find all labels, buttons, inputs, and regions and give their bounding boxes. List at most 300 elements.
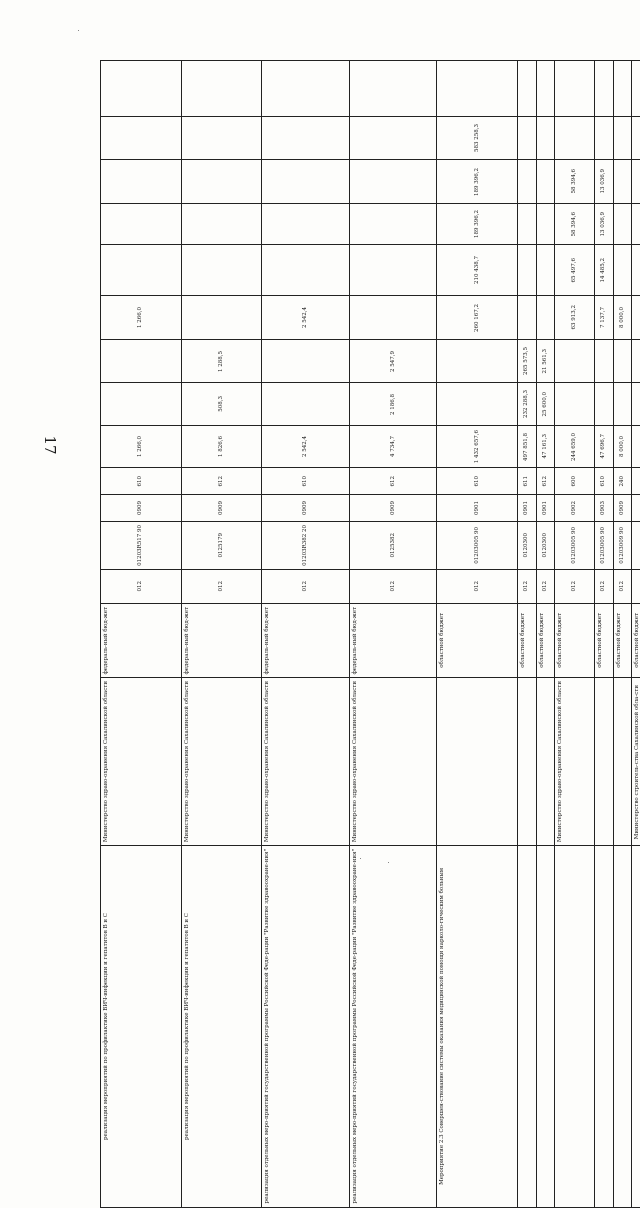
cell-text — [475, 358, 479, 364]
table-cell — [101, 522, 182, 570]
cell-text — [555, 1024, 559, 1030]
table-cell — [536, 678, 555, 846]
cell-text — [219, 221, 223, 227]
cell-text: областной бюджет — [614, 610, 625, 671]
table-column-y5 — [101, 204, 640, 245]
table-cell — [101, 468, 182, 495]
cell-text: 610 — [135, 473, 146, 490]
cell-text: Министерство здраво-охранения Сахалинской области — [101, 678, 112, 845]
table-column-measure — [101, 846, 640, 1207]
cell-text: 0909 — [300, 498, 311, 518]
cell-text: 2 186,8 — [388, 391, 399, 418]
cell-text: 8 000,0 — [617, 433, 628, 460]
cell-text: 610 — [472, 473, 483, 490]
table-cell — [555, 296, 594, 340]
table-cell — [517, 569, 536, 603]
cell-text: областной бюджет — [518, 610, 529, 671]
table-column-csr — [101, 522, 640, 570]
cell-text — [614, 759, 618, 765]
cell-text — [525, 267, 529, 273]
cell-text: 0903 — [598, 498, 609, 518]
cell-text — [391, 135, 395, 141]
table-cell — [181, 678, 262, 846]
cell-text: 610 — [598, 473, 609, 490]
cell-text: Министерство здраво-охранения Сахалинской области — [182, 678, 193, 845]
table-cell — [101, 603, 182, 678]
cell-text: Министерство здраво-охранения Сахалинской области — [350, 678, 361, 845]
table-cell — [349, 846, 437, 1207]
cell-text: областной бюджет — [437, 610, 448, 671]
table-cell — [613, 245, 632, 296]
cell-text: 0902 — [569, 498, 580, 518]
table-cell — [613, 522, 632, 570]
table-cell — [517, 495, 536, 522]
cell-text: реализация мероприятий по профилактике ВИЧ-инфекции и гепатитов В и С — [101, 910, 112, 1143]
table-cell — [613, 383, 632, 426]
table-cell — [632, 426, 640, 468]
table-cell — [594, 846, 613, 1207]
cell-text: 0901 — [540, 498, 551, 518]
cell-text: 14 485,2 — [598, 255, 609, 286]
cell-text: 012 — [569, 578, 580, 595]
scan-speck — [388, 862, 389, 863]
table-cell — [437, 846, 518, 1207]
table-cell — [613, 846, 632, 1207]
table-cell — [536, 296, 555, 340]
cell-text: 012 — [521, 578, 532, 595]
cell-text — [304, 267, 308, 273]
table-cell — [555, 160, 594, 204]
table-cell — [437, 61, 518, 117]
cell-text — [304, 135, 308, 141]
table-cell — [181, 245, 262, 296]
cell-text: 01203005 90 — [569, 524, 580, 567]
cell-text: 612 — [540, 473, 551, 490]
cell-text — [391, 179, 395, 185]
cell-text: областной бюджет — [537, 610, 548, 671]
table-cell — [613, 468, 632, 495]
table-cell — [594, 495, 613, 522]
table-cell — [349, 678, 437, 846]
cell-text: 012 — [540, 578, 551, 595]
cell-text — [537, 1024, 541, 1030]
table-cell — [437, 296, 518, 340]
table-cell — [555, 426, 594, 468]
table-cell — [632, 846, 640, 1207]
cell-text: 189 396,2 — [472, 165, 483, 199]
table-cell — [555, 678, 594, 846]
cell-text: 012 — [472, 578, 483, 595]
cell-text: федераль-ный бюд-жет — [182, 604, 193, 678]
cell-text: 1 266,0 — [135, 433, 146, 460]
table-cell — [101, 678, 182, 846]
table-cell — [555, 468, 594, 495]
cell-text — [139, 135, 143, 141]
table-cell — [555, 340, 594, 383]
table-cell — [555, 603, 594, 678]
table-cell — [517, 468, 536, 495]
table-cell — [262, 117, 350, 160]
table-cell — [632, 160, 640, 204]
table-cell — [101, 160, 182, 204]
cell-text — [620, 358, 624, 364]
table-cell — [594, 245, 613, 296]
table-cell — [181, 296, 262, 340]
table-column-executor — [101, 678, 640, 846]
table-cell — [181, 383, 262, 426]
cell-text: 8 000,0 — [617, 304, 628, 331]
cell-text — [620, 179, 624, 185]
cell-text — [525, 86, 529, 92]
table-cell — [262, 204, 350, 245]
table-cell — [349, 160, 437, 204]
table-cell — [262, 296, 350, 340]
table-cell — [594, 340, 613, 383]
cell-text: 0120300 — [540, 530, 551, 561]
cell-text: федераль-ный бюд-жет — [350, 604, 361, 678]
cell-text — [602, 358, 606, 364]
table-cell — [262, 569, 350, 603]
cell-text: 01203005 90 — [472, 524, 483, 567]
scan-speck — [78, 30, 79, 31]
table-cell — [349, 383, 437, 426]
cell-text — [139, 358, 143, 364]
cell-text — [544, 221, 548, 227]
cell-text: 7 137,7 — [598, 304, 609, 331]
table-cell — [349, 603, 437, 678]
cell-text — [391, 267, 395, 273]
cell-text: 232 288,3 — [521, 387, 532, 421]
cell-text: 265 573,5 — [521, 344, 532, 378]
table-cell — [594, 522, 613, 570]
table-cell — [101, 61, 182, 117]
cell-text: 497 851,8 — [521, 430, 532, 464]
cell-text — [620, 221, 624, 227]
table-column-grbs — [101, 569, 640, 603]
table-cell — [181, 468, 262, 495]
table-cell — [613, 495, 632, 522]
table-cell — [594, 204, 613, 245]
table-column-y8 — [101, 61, 640, 117]
table-cell — [632, 117, 640, 160]
table-cell — [181, 340, 262, 383]
table-cell — [613, 426, 632, 468]
cell-text — [544, 135, 548, 141]
table-cell — [555, 383, 594, 426]
table-cell — [437, 117, 518, 160]
table-column-rzpr — [101, 495, 640, 522]
cell-text: 13 036,9 — [598, 209, 609, 240]
cell-text — [525, 135, 529, 141]
cell-text: 189 396,2 — [472, 207, 483, 241]
table-cell — [517, 340, 536, 383]
cell-text: 012 — [216, 578, 227, 595]
cell-text — [219, 315, 223, 321]
cell-text — [304, 86, 308, 92]
table-cell — [349, 296, 437, 340]
cell-text: 2 542,4 — [300, 304, 311, 331]
cell-text: 210 438,7 — [472, 253, 483, 287]
table-cell — [262, 468, 350, 495]
table-cell — [101, 245, 182, 296]
table-cell — [536, 495, 555, 522]
cell-text: 583 258,3 — [472, 121, 483, 155]
table-cell — [101, 495, 182, 522]
table-cell — [262, 678, 350, 846]
cell-text: 0901 — [472, 498, 483, 518]
table-cell — [517, 383, 536, 426]
cell-text: 21 561,3 — [540, 346, 551, 377]
cell-text: областной бюджет — [632, 610, 640, 671]
table-cell — [594, 569, 613, 603]
table-cell — [632, 61, 640, 117]
cell-text: 65 497,6 — [569, 255, 580, 286]
table-cell — [101, 117, 182, 160]
cell-text — [620, 267, 624, 273]
cell-text: 610 — [300, 473, 311, 490]
cell-text: Министерство здраво-охранения Сахалинской области — [555, 678, 566, 845]
cell-text — [602, 401, 606, 407]
cell-text: 611 — [521, 473, 532, 490]
table-column-source — [101, 603, 640, 678]
cell-text — [544, 267, 548, 273]
cell-text: 612 — [216, 473, 227, 490]
table-cell — [517, 245, 536, 296]
cell-text: 1 288,5 — [216, 348, 227, 375]
table-cell — [632, 495, 640, 522]
table-cell — [555, 495, 594, 522]
table-cell — [181, 204, 262, 245]
cell-text: 508,3 — [216, 393, 227, 415]
table-cell — [101, 569, 182, 603]
cell-text — [139, 86, 143, 92]
table-cell — [594, 468, 613, 495]
table-cell — [349, 495, 437, 522]
cell-text: 012 — [135, 578, 146, 595]
cell-text — [525, 179, 529, 185]
table-column-y3 — [101, 296, 640, 340]
table-column-total — [101, 426, 640, 468]
table-cell — [349, 340, 437, 383]
cell-text — [573, 86, 577, 92]
cell-text — [573, 135, 577, 141]
table-cell — [555, 61, 594, 117]
cell-text — [518, 1024, 522, 1030]
table-cell — [349, 426, 437, 468]
cell-text: федераль-ный бюд-жет — [101, 604, 112, 678]
cell-text: 244 659,0 — [569, 430, 580, 464]
table-cell — [262, 160, 350, 204]
table-cell — [536, 468, 555, 495]
cell-text: Мероприятие 2.3 Совершен-ствование системы оказания медицинской помощи нарколо-гическим больным — [437, 865, 448, 1188]
table-cell — [437, 678, 518, 846]
table-cell — [632, 340, 640, 383]
table-cell — [517, 204, 536, 245]
table-cell — [536, 117, 555, 160]
cell-text: 2 547,9 — [388, 348, 399, 375]
table-cell — [181, 61, 262, 117]
table-cell — [613, 204, 632, 245]
table-cell — [517, 522, 536, 570]
cell-text: 4 734,7 — [388, 433, 399, 460]
cell-text: реализация отдельных меро-приятий государственной программы Российской Феде-рации "Развитие здравоохране-ния" — [350, 846, 361, 1206]
table-cell — [632, 245, 640, 296]
table-cell — [262, 383, 350, 426]
table-cell — [437, 160, 518, 204]
cell-text — [139, 179, 143, 185]
table-cell — [437, 340, 518, 383]
table-cell — [536, 569, 555, 603]
table-cell — [437, 569, 518, 603]
table-cell — [437, 383, 518, 426]
table-cell — [181, 522, 262, 570]
table-cell — [437, 522, 518, 570]
cell-text: 012 — [598, 578, 609, 595]
table-cell — [594, 296, 613, 340]
table-cell — [555, 569, 594, 603]
cell-text — [595, 1024, 599, 1030]
table-cell — [181, 426, 262, 468]
scan-speck — [360, 858, 361, 859]
cell-text: 47 161,3 — [540, 431, 551, 462]
table-cell — [349, 245, 437, 296]
table-cell — [181, 495, 262, 522]
cell-text: 1 826,6 — [216, 433, 227, 460]
cell-text — [437, 759, 441, 765]
table-cell — [536, 204, 555, 245]
table-cell — [613, 340, 632, 383]
cell-text: 13 036,9 — [598, 166, 609, 197]
cell-text: 012 — [300, 578, 311, 595]
table-cell — [349, 468, 437, 495]
cell-text: 2 542,4 — [300, 433, 311, 460]
table-cell — [536, 61, 555, 117]
cell-text: 0909 — [135, 498, 146, 518]
table-cell — [517, 160, 536, 204]
cell-text: 0909 — [617, 498, 628, 518]
cell-text — [620, 135, 624, 141]
table-cell — [181, 160, 262, 204]
cell-text — [219, 267, 223, 273]
table-cell — [181, 117, 262, 160]
table-cell — [349, 61, 437, 117]
table-cell — [594, 117, 613, 160]
table-cell — [437, 204, 518, 245]
table-cell — [632, 678, 640, 846]
cell-text: Министерство здраво-охранения Сахалинской области — [262, 678, 273, 845]
table-cell — [437, 468, 518, 495]
table-cell — [613, 603, 632, 678]
cell-text — [219, 86, 223, 92]
table-cell — [613, 678, 632, 846]
cell-text: 01203009 90 — [617, 524, 628, 567]
cell-text — [632, 1024, 636, 1030]
table-cell — [632, 204, 640, 245]
table-cell — [349, 522, 437, 570]
table-cell — [101, 383, 182, 426]
cell-text — [304, 221, 308, 227]
table-cell — [613, 61, 632, 117]
table-cell — [555, 522, 594, 570]
table-cell — [101, 426, 182, 468]
cell-text — [602, 86, 606, 92]
cell-text — [537, 759, 541, 765]
cell-text — [139, 401, 143, 407]
cell-text: 58 394,6 — [569, 166, 580, 197]
table-cell — [536, 426, 555, 468]
cell-text: 0909 — [216, 498, 227, 518]
cell-text: 600 — [569, 473, 580, 490]
table-cell — [437, 426, 518, 468]
table-cell — [262, 61, 350, 117]
cell-text: 01203R382 20 — [300, 522, 311, 569]
table-cell — [262, 245, 350, 296]
cell-text — [544, 315, 548, 321]
table-cell — [536, 522, 555, 570]
table-cell — [594, 61, 613, 117]
cell-text: 1 432 657,6 — [472, 427, 483, 466]
table-cell — [613, 160, 632, 204]
cell-text — [475, 86, 479, 92]
table-cell — [536, 160, 555, 204]
cell-text — [573, 358, 577, 364]
table-cell — [101, 204, 182, 245]
table-column-y2 — [101, 340, 640, 383]
table-cell — [613, 296, 632, 340]
budget-table — [100, 60, 640, 1208]
table-cell — [262, 603, 350, 678]
table-cell — [437, 495, 518, 522]
cell-text: 47 696,7 — [598, 431, 609, 462]
cell-text: Министерство строитель-ства Сахалинской обла-сти — [632, 682, 640, 842]
cell-text: 240 — [617, 473, 628, 490]
cell-text: 0909 — [388, 498, 399, 518]
table-cell — [555, 204, 594, 245]
table-cell — [349, 117, 437, 160]
cell-text — [391, 315, 395, 321]
cell-text: 1 266,0 — [135, 304, 146, 331]
cell-text — [620, 401, 624, 407]
cell-text: 01203005 90 — [598, 524, 609, 567]
table-cell — [555, 846, 594, 1207]
cell-text — [525, 221, 529, 227]
table-cell — [517, 678, 536, 846]
cell-text — [525, 315, 529, 321]
table-cell — [555, 245, 594, 296]
table-cell — [181, 569, 262, 603]
cell-text — [544, 86, 548, 92]
table-cell — [349, 204, 437, 245]
cell-text: реализация отдельных меро-приятий государственной программы Российской Феде-рации "Развитие здравоохране-ния" — [262, 846, 273, 1206]
cell-text: реализация мероприятий по профилактике ВИЧ-инфекции и гепатитов В и С — [182, 910, 193, 1143]
table-column-y7 — [101, 117, 640, 160]
table-cell — [536, 340, 555, 383]
page-number: 17 — [41, 435, 59, 455]
table-column-y1 — [101, 383, 640, 426]
cell-text — [219, 179, 223, 185]
table-cell — [536, 603, 555, 678]
cell-text — [139, 221, 143, 227]
table-column-vr — [101, 468, 640, 495]
cell-text — [391, 221, 395, 227]
table-column-y4 — [101, 245, 640, 296]
table-cell — [536, 846, 555, 1207]
cell-text: 25 600,0 — [540, 389, 551, 420]
table-column-y6 — [101, 160, 640, 204]
cell-text: областной бюджет — [595, 610, 606, 671]
cell-text — [304, 358, 308, 364]
cell-text — [544, 179, 548, 185]
